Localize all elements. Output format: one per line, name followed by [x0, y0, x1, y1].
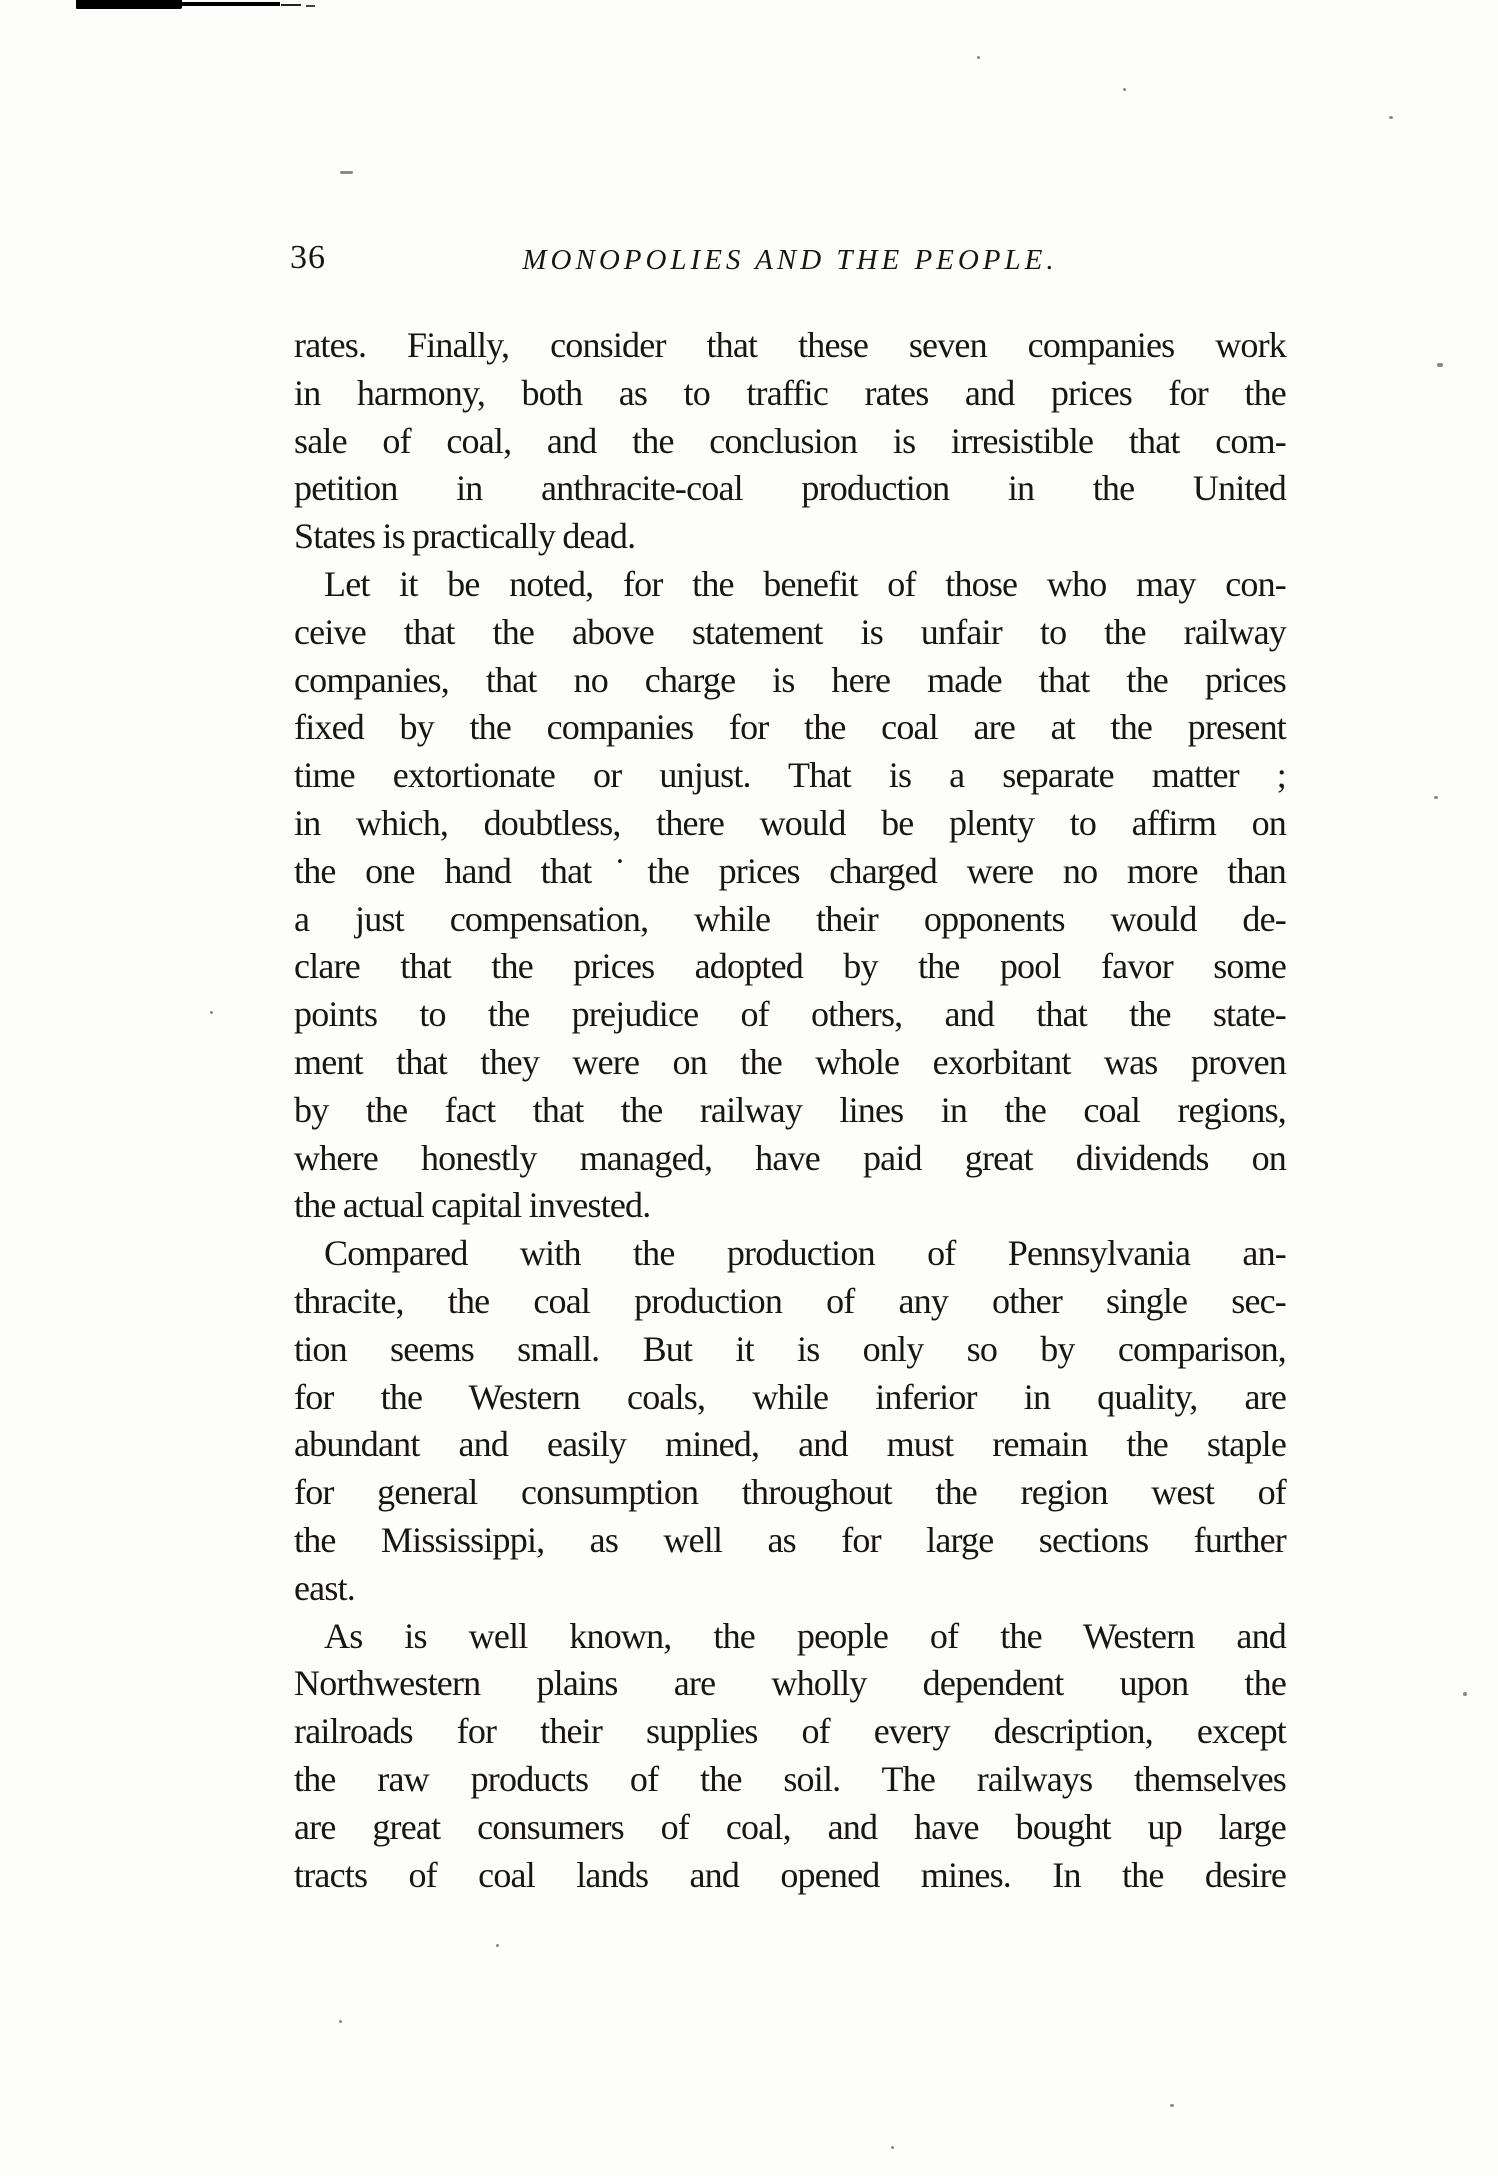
- scan-smudge: [76, 0, 182, 9]
- scan-speck: [1170, 2104, 1174, 2107]
- text-line: the raw products of the soil. The railways themselves: [294, 1758, 1286, 1799]
- scan-speck: [891, 2146, 894, 2149]
- scan-speck: [210, 1011, 213, 1014]
- text-line: thracite, the coal production of any other single sec-: [294, 1280, 1286, 1321]
- text-line: As is well known, the people of the Western and: [324, 1615, 1286, 1656]
- text-line: Compared with the production of Pennsylvania an-: [324, 1233, 1286, 1274]
- text-line: Northwestern plains are wholly dependent upon the: [294, 1663, 1286, 1704]
- text-line: points to the prejudice of others, and that the state-: [294, 994, 1286, 1035]
- scan-speck: [1437, 363, 1443, 367]
- scan-speck: [339, 2020, 342, 2023]
- scan-speck: [1463, 1692, 1467, 1696]
- text-line: rates. Finally, consider that these seven companies work: [294, 325, 1286, 365]
- text-line: for the Western coals, while inferior in quality, are: [294, 1376, 1286, 1417]
- running-title: MONOPOLIES AND THE PEOPLE.: [522, 244, 1058, 276]
- text-line: railroads for their supplies of every description, except: [294, 1711, 1286, 1752]
- text-line: ceive that the above statement is unfair to the railway: [294, 611, 1286, 652]
- scan-smudge: [281, 4, 301, 6]
- text-line: for general consumption throughout the region west of: [294, 1472, 1286, 1513]
- text-line: in harmony, both as to traffic rates and prices for the: [294, 372, 1286, 413]
- text-line: are great consumers of coal, and have bought up large: [294, 1806, 1286, 1847]
- text-line: fixed by the companies for the coal are at the present: [294, 707, 1286, 748]
- text-line: a just compensation, while their opponents would de-: [294, 898, 1286, 939]
- text-line: tracts of coal lands and opened mines. In the desire: [294, 1854, 1286, 1895]
- text-line: by the fact that the railway lines in the coal regions,: [294, 1089, 1286, 1130]
- text-line: clare that the prices adopted by the pool favor some: [294, 946, 1286, 987]
- scan-speck: [1434, 796, 1438, 799]
- text-line: States is practically dead.: [294, 516, 636, 557]
- scan-speck: [1123, 88, 1126, 91]
- scan-speck: [977, 56, 980, 59]
- text-line: the actual capital invested.: [294, 1185, 651, 1226]
- text-line: abundant and easily mined, and must remain the staple: [294, 1424, 1286, 1465]
- scan-smudge: [306, 5, 315, 7]
- text-line: tion seems small. But it is only so by comparison,: [294, 1328, 1286, 1369]
- text-line: in which, doubtless, there would be plenty to affirm on: [294, 802, 1286, 843]
- text-line: petition in anthracite-coal production in the United: [294, 468, 1286, 509]
- text-line: the Mississippi, as well as for large sections further: [294, 1519, 1286, 1560]
- page-number: 36: [290, 239, 326, 276]
- text-line: sale of coal, and the conclusion is irresistible that com-: [294, 420, 1286, 461]
- scan-speck: [340, 171, 353, 174]
- text-line: the one hand that˙the prices charged were no more than: [294, 850, 1286, 891]
- text-line: companies, that no charge is here made that the prices: [294, 659, 1286, 700]
- page-body-text: [294, 322, 1286, 1899]
- text-line: time extortionate or unjust. That is a separate matter ;: [294, 755, 1286, 796]
- running-head: [290, 234, 1286, 282]
- scan-speck: [1389, 116, 1393, 119]
- scan-speck: [496, 1944, 499, 1947]
- text-line: Let it be noted, for the benefit of those who may con-: [324, 563, 1286, 604]
- scan-smudge: [178, 2, 280, 6]
- text-line: ment that they were on the whole exorbitant was proven: [294, 1041, 1286, 1082]
- text-line: east.: [294, 1567, 355, 1608]
- text-line: where honestly managed, have paid great dividends on: [294, 1137, 1286, 1178]
